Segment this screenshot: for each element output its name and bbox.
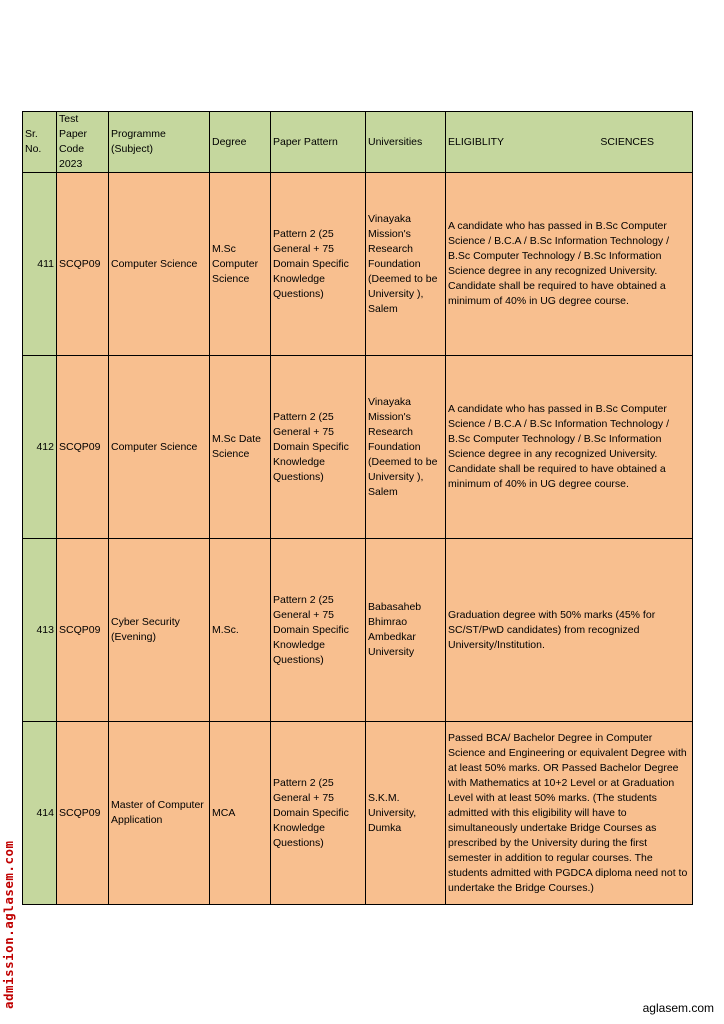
header-paper-pattern: Paper Pattern	[271, 112, 366, 173]
header-category: SCIENCES	[600, 135, 654, 148]
cell-test-paper-code: SCQP09	[57, 356, 109, 539]
cell-degree: M.Sc Computer Science	[210, 173, 271, 356]
cell-paper-pattern: Pattern 2 (25 General + 75 Domain Specific Knowledge Questions)	[271, 356, 366, 539]
cell-sr-no: 411	[23, 173, 57, 356]
cell-university: Vinayaka Mission's Research Foundation (Deemed to be University ), Salem	[366, 356, 446, 539]
cell-sr-no: 412	[23, 356, 57, 539]
table-row	[23, 173, 693, 356]
eligibility-table	[22, 111, 693, 905]
cell-degree: MCA	[210, 722, 271, 905]
cell-test-paper-code: SCQP09	[57, 722, 109, 905]
cell-programme: Computer Science	[109, 356, 210, 539]
cell-test-paper-code: SCQP09	[57, 539, 109, 722]
table-row	[23, 356, 693, 539]
header-test-paper-code: Test Paper Code 2023	[57, 112, 109, 173]
cell-degree: M.Sc.	[210, 539, 271, 722]
cell-paper-pattern: Pattern 2 (25 General + 75 Domain Specific Knowledge Questions)	[271, 173, 366, 356]
cell-programme: Computer Science	[109, 173, 210, 356]
header-programme: Programme (Subject)	[109, 112, 210, 173]
cell-university: Babasaheb Bhimrao Ambedkar University	[366, 539, 446, 722]
header-universities: Universities	[366, 112, 446, 173]
cell-paper-pattern: Pattern 2 (25 General + 75 Domain Specific Knowledge Questions)	[271, 539, 366, 722]
header-eligibility-cell	[446, 112, 693, 173]
header-row	[23, 112, 693, 173]
table-row	[23, 722, 693, 905]
cell-university: Vinayaka Mission's Research Foundation (Deemed to be University ), Salem	[366, 173, 446, 356]
cell-eligibility: A candidate who has passed in B.Sc Computer Science / B.C.A / B.Sc Information Technology / B.Sc Computer Technology / B.Sc Information Science degree in any recognized University. Candidate shall be required to have obtained a minimum of 40% in UG degree course.	[446, 356, 693, 539]
header-degree: Degree	[210, 112, 271, 173]
cell-paper-pattern: Pattern 2 (25 General + 75 Domain Specific Knowledge Questions)	[271, 722, 366, 905]
cell-programme: Cyber Security (Evening)	[109, 539, 210, 722]
cell-eligibility: Passed BCA/ Bachelor Degree in Computer Science and Engineering or equivalent Degree with at least 50% marks. OR Passed Bachelor Degree with Mathematics at 10+2 Level or at Graduation Level with at least 50% marks. (The students admitted with this eligibility will have to simultaneously undertake Bridge Courses as prescribed by the University during the first semester in addition to regular courses. The students admitted with PGDCA diploma need not to undertake the Bridge Courses.)	[446, 722, 693, 905]
cell-sr-no: 413	[23, 539, 57, 722]
cell-test-paper-code: SCQP09	[57, 173, 109, 356]
cell-degree: M.Sc Date Science	[210, 356, 271, 539]
cell-university: S.K.M. University, Dumka	[366, 722, 446, 905]
cell-eligibility: A candidate who has passed in B.Sc Computer Science / B.C.A / B.Sc Information Technology / B.Sc Computer Technology / B.Sc Information Science degree in any recognized University. Candidate shall be required to have obtained a minimum of 40% in UG degree course.	[446, 173, 693, 356]
side-watermark	[1, 829, 15, 1009]
cell-sr-no: 414	[23, 722, 57, 905]
header-sr-no: Sr. No.	[23, 112, 57, 173]
cell-eligibility: Graduation degree with 50% marks (45% for SC/ST/PwD candidates) from recognized University/Institution.	[446, 539, 693, 722]
footer-watermark: aglasem.com	[642, 1001, 714, 1015]
cell-programme: Master of Computer Application	[109, 722, 210, 905]
header-eligibility: ELIGIBLITY	[448, 135, 505, 148]
side-watermark-text: admission.aglasem.com	[1, 840, 16, 1009]
table-row	[23, 539, 693, 722]
